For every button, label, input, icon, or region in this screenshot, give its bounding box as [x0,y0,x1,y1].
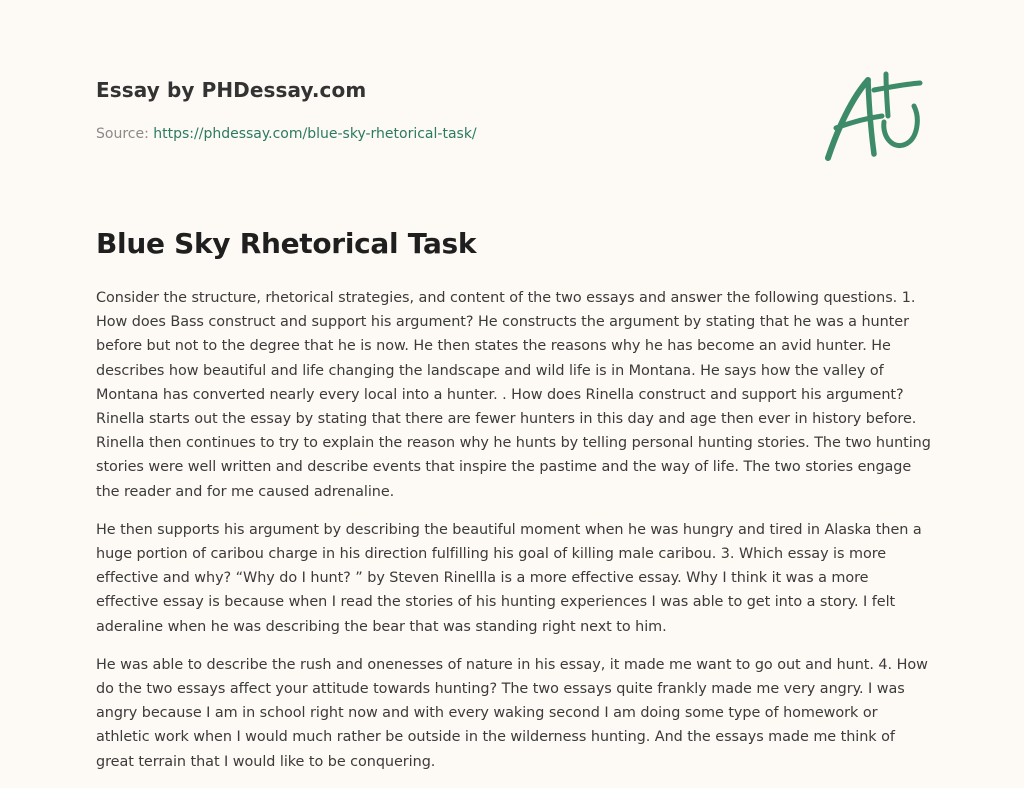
essay-paragraph: He then supports his argument by describing the beautiful moment when he was hungry and tired in Alaska then a huge portion of caribou charge in his direction fulfilling his goal of killing male caribou. 3. Which essay is more effective and why? “Why do I hunt? ” by Steven Rinellla is a more effective essay. Why I think it was a more effective essay is because when I read the stories of his hunting experiences I was able to get into a story. I felt aderaline when he was describing the bear that was standing right next to him. [96,521,922,635]
a-plus-logo-icon [822,66,926,166]
essay-body [96,286,932,788]
essay-paragraph: Consider the structure, rhetorical strategies, and content of the two essays and answer the following questions. 1. How does Bass construct and support his argument? He constructs the argument by stating that he was a hunter before but not to the degree that he is now. He then states the reasons why he has become an avid hunter. He describes how beautiful and life changing the landscape and wild life is in Montana. He says how the valley of Montana has converted nearly every local into a hunter. . How does Rinella construct and support his argument? Rinella starts out the essay by stating that there are fewer hunters in this day and age then ever in history before. Rinella then continues to try to explain the reason why he hunts by telling personal hunting stories. The two hunting stories were well written and describe events that inspire the pastime and the way of life. The two stories engage the reader and for me caused adrenaline. [96,290,931,500]
essay-title: Blue Sky Rhetorical Task [96,227,477,260]
site-title: Essay by PHDessay.com [96,78,367,102]
source-line [96,124,796,144]
source-link[interactable]: https://phdessay.com/blue-sky-rhetorical-task/ [153,126,477,142]
page-header [96,76,796,144]
source-label: Source: [96,126,154,142]
essay-paragraph: He was able to describe the rush and onenesses of nature in his essay, it made me want to go out and hunt. 4. How do the two essays affect your attitude towards hunting? The two essays quite frankly made me very angry. I was angry because I am in school right now and with every waking second I am doing some type of homework or athletic work when I would much rather be outside in the wilderness hunting. And the essays made me think of great terrain that I would like to be conquering. [96,656,928,770]
